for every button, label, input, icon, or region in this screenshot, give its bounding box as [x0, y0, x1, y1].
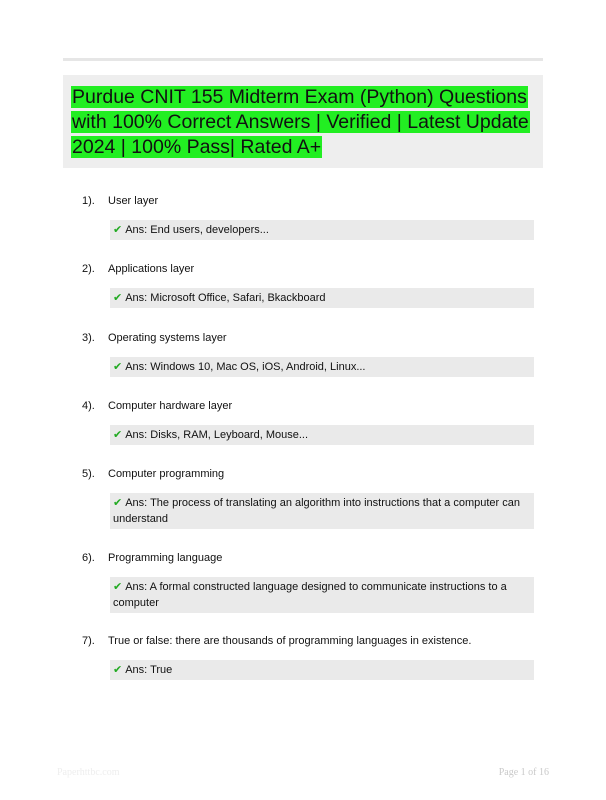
- check-icon: ✔: [113, 429, 123, 441]
- footer-watermark: Paperhttbc.com: [57, 767, 120, 778]
- check-icon: ✔: [113, 224, 123, 236]
- question-number: 1).: [82, 195, 95, 207]
- question-item-1: [82, 194, 537, 240]
- page-number: Page 1 of 16: [498, 767, 549, 778]
- question-number: 4).: [82, 400, 95, 412]
- question-text: Programming language: [108, 552, 223, 564]
- check-icon: ✔: [113, 292, 123, 304]
- question-item-2: [82, 262, 537, 308]
- answer-text: Ans: A formal constructed language designed to communicate instructions to a computer: [113, 581, 507, 609]
- answer-text: Ans: Disks, RAM, Leyboard, Mouse...: [125, 429, 309, 441]
- question-item-3: [82, 331, 537, 377]
- answer-box: [110, 493, 534, 529]
- answer-text: Ans: Windows 10, Mac OS, iOS, Android, Linux...: [125, 361, 366, 373]
- question-number: 3).: [82, 332, 95, 344]
- question-item-4: [82, 399, 537, 445]
- answer-box: [110, 357, 534, 377]
- question-text: Computer programming: [108, 468, 225, 480]
- answer-box: [110, 220, 534, 240]
- question-number: 5).: [82, 468, 95, 480]
- check-icon: ✔: [113, 361, 123, 373]
- question-item-7: [82, 634, 537, 680]
- question-text: User layer: [108, 195, 159, 207]
- answer-text: Ans: End users, developers...: [125, 224, 269, 236]
- document-title: Purdue CNIT 155 Midterm Exam (Python) Questions with 100% Correct Answers | Verified | Latest Update 2024 | 100% Pass| Rated A+: [72, 86, 529, 158]
- question-text: Operating systems layer: [108, 332, 227, 344]
- answer-box: [110, 425, 534, 445]
- question-text: Computer hardware layer: [108, 400, 233, 412]
- answer-box: [110, 288, 534, 308]
- answer-text: Ans: Microsoft Office, Safari, Bkackboard: [125, 292, 326, 304]
- question-number: 2).: [82, 263, 95, 275]
- question-number: 7).: [82, 635, 95, 647]
- answer-box: [110, 577, 534, 613]
- check-icon: ✔: [113, 664, 123, 676]
- question-text: True or false: there are thousands of programming languages in existence.: [108, 635, 472, 647]
- question-text: Applications layer: [108, 263, 195, 275]
- check-icon: ✔: [113, 581, 123, 593]
- question-item-5: [82, 467, 537, 529]
- check-icon: ✔: [113, 497, 123, 509]
- question-item-6: [82, 551, 537, 613]
- title-box: [63, 75, 543, 168]
- answer-text: Ans: The process of translating an algorithm into instructions that a computer can understand: [113, 497, 520, 525]
- answer-text: Ans: True: [125, 664, 173, 676]
- top-divider: [63, 58, 543, 61]
- answer-box: [110, 660, 534, 680]
- question-number: 6).: [82, 552, 95, 564]
